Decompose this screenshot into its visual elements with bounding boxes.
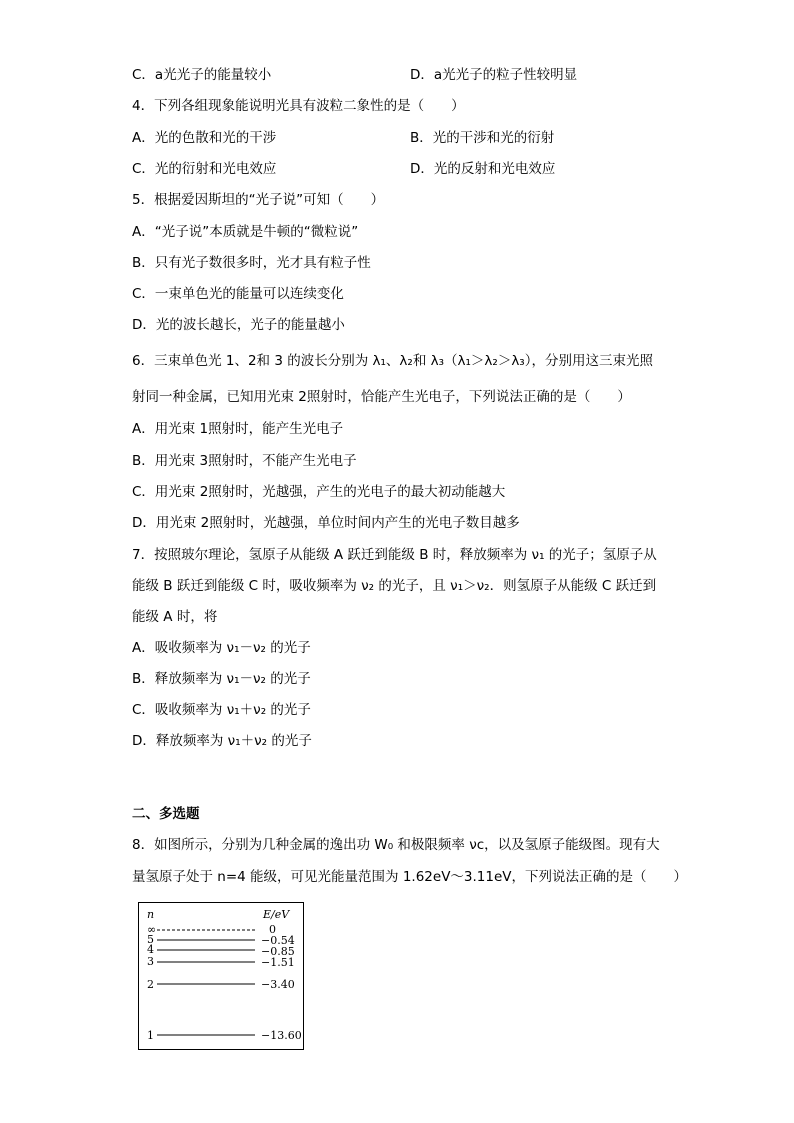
q7-option-c: C．吸收频率为 ν₁＋ν₂ 的光子 — [132, 702, 311, 718]
level-5-label: 5 — [147, 933, 154, 946]
q6-stem-line1: 6．三束单色光 1、2和 3 的波长分别为 λ₁、λ₂和 λ₃（λ₁＞λ₂＞λ₃），分别用这三束光照 — [132, 353, 653, 369]
level-3-energy: −1.51 — [261, 956, 295, 969]
level-3-label: 3 — [147, 955, 154, 968]
section-title-multiple-choice: 二、多选题 — [132, 806, 200, 822]
q3-option-c: C．a光光子的能量较小 — [132, 67, 272, 83]
level-2-label: 2 — [147, 978, 154, 991]
level-4-energy: −0.85 — [261, 945, 295, 958]
q5-option-c: C．一束单色光的能量可以连续变化 — [132, 286, 344, 302]
q4-option-b: B．光的干涉和光的衍射 — [410, 130, 555, 146]
q4-stem: 4．下列各组现象能说明光具有波粒二象性的是（ ） — [132, 98, 465, 114]
level-inf-label: ∞ — [147, 923, 157, 936]
q4-option-a: A．光的色散和光的干涉 — [132, 130, 277, 146]
level-2-energy: −3.40 — [261, 978, 295, 991]
q8-stem-line1: 8．如图所示，分别为几种金属的逸出功 W₀ 和极限频率 νc，以及氢原子能级图。现有大 — [132, 837, 660, 853]
q4-option-d: D．光的反射和光电效应 — [410, 161, 556, 177]
q7-option-a: A．吸收频率为 ν₁－ν₂ 的光子 — [132, 640, 311, 656]
level-1-label: 1 — [147, 1029, 154, 1042]
q8-stem-line2: 量氢原子处于 n=4 能级，可见光能量范围为 1.62eV～3.11eV，下列说法正确的是（ ） — [132, 869, 688, 885]
q3-option-d: D．a光光子的粒子性较明显 — [410, 67, 578, 83]
level-5-energy: −0.54 — [261, 934, 295, 947]
q6-option-d: D．用光束 2照射时，光越强，单位时间内产生的光电子数目越多 — [132, 515, 520, 531]
q6-option-a: A．用光束 1照射时，能产生光电子 — [132, 421, 344, 437]
level-1-energy: −13.60 — [261, 1029, 302, 1042]
q5-option-b: B．只有光子数很多时，光才具有粒子性 — [132, 255, 371, 271]
diagram-header-n: n — [147, 908, 155, 921]
q7-stem-line3: 能级 A 时，将 — [132, 609, 218, 625]
q6-option-c: C．用光束 2照射时，光越强，产生的光电子的最大初动能越大 — [132, 484, 506, 500]
energy-level-diagram — [138, 902, 304, 1050]
q7-option-d: D．释放频率为 ν₁＋ν₂ 的光子 — [132, 733, 312, 749]
diagram-header-e: E/eV — [263, 908, 290, 921]
energy-level-svg — [139, 903, 303, 1049]
q5-stem: 5．根据爱因斯坦的“光子说”可知（ ） — [132, 192, 385, 208]
q7-stem-line2: 能级 B 跃迁到能级 C 时，吸收频率为 ν₂ 的光子，且 ν₁＞ν₂．则氢原子从能级 C 跃迁到 — [132, 578, 657, 594]
q6-stem-line2: 射同一种金属，已知用光束 2照射时，恰能产生光电子，下列说法正确的是（ ） — [132, 389, 631, 405]
q5-option-a: A．“光子说”本质就是牛顿的“微粒说” — [132, 224, 359, 240]
q5-option-d: D．光的波长越长，光子的能量越小 — [132, 317, 345, 333]
level-4-label: 4 — [147, 943, 154, 956]
q7-stem-line1: 7．按照玻尔理论，氢原子从能级 A 跃迁到能级 B 时，释放频率为 ν₁ 的光子；氢原子从 — [132, 547, 657, 563]
q4-option-c: C．光的衍射和光电效应 — [132, 161, 277, 177]
q7-option-b: B．释放频率为 ν₁－ν₂ 的光子 — [132, 671, 311, 687]
level-inf-energy: 0 — [269, 923, 276, 936]
q6-option-b: B．用光束 3照射时，不能产生光电子 — [132, 453, 357, 469]
